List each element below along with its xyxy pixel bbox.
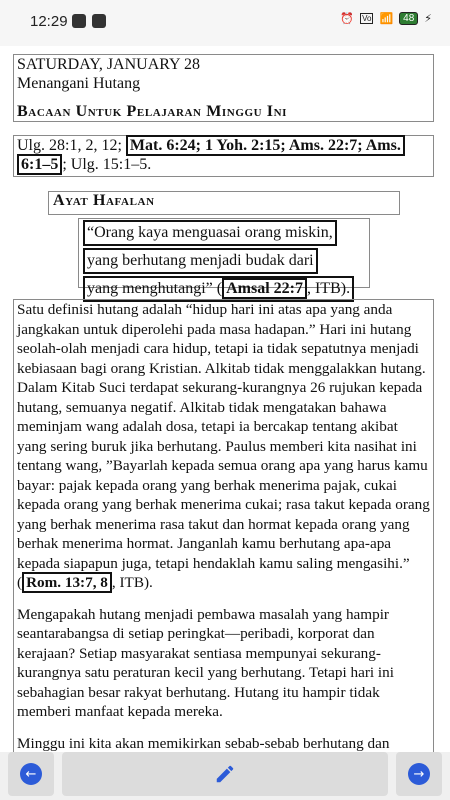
alarm-icon: ⏰ <box>340 13 355 25</box>
next-button[interactable] <box>396 752 442 796</box>
paragraph-text: , ITB). <box>111 574 153 591</box>
verse-text: yang menghutangi” ( <box>87 280 223 297</box>
edit-button[interactable] <box>62 752 388 796</box>
lesson-date: SATURDAY, JANUARY 28 <box>17 56 201 73</box>
reading-heading: Bacaan Untuk Pelajaran Minggu Ini <box>17 103 288 120</box>
scripture-link[interactable]: Amsal 22:7 <box>222 278 307 299</box>
status-icons <box>340 12 432 25</box>
previous-button[interactable] <box>8 752 54 796</box>
battery-level: 48 <box>403 13 415 24</box>
memory-verse <box>78 218 370 297</box>
pencil-icon <box>214 763 236 785</box>
notification-icon <box>92 14 106 28</box>
reference-text: ; Ulg. 15:1–5. <box>62 156 152 173</box>
verse-line: “Orang kaya menguasai orang miskin, <box>83 220 337 246</box>
bottom-toolbar <box>0 752 450 800</box>
arrow-left-icon: ← <box>20 763 42 785</box>
paragraph: Mengapakah hutang menjadi pembawa masalah yang hampir seantarabangsa di setiap peringkat—peribadi, korporat dan kerajaan? Setiap masyarakat sentiasa mempunyai sekurang-kurangnya satu peraturan kecil yang berhutang. Tetapi hari ini sebahagian besar rakyat berhutang. Hutang itu hampir tidak memberi manfaat kepada mereka. <box>17 605 394 720</box>
memory-verse-heading: Ayat Hafalan <box>53 192 155 209</box>
scripture-link[interactable]: 6:1–5 <box>17 154 62 175</box>
paragraph-text: Satu definisi hutang adalah “hidup hari ini atas apa yang anda jangkakan untuk diperolehi pada masa hadapan.” Hari ini hutang seolah-olah menjadi cara hidup, tetapi ia tidak sepatutnya menjadi kebiasaan bagi orang Kristian. Alkitab tidak menggalakkan hutang. Dalam Kitab Suci terdapat sekurang-kurangnya 26 rujukan kepada hutang, semuanya negatif. Alkitab tidak mengatakan bahawa meminjam wang adalah dosa, tetapi ia bercakap tentang akibat yang sering buruk jika berhutang. Paulus memberi kita nasihat ini tentang wang, ”Bayarlah kepada semua orang apa yang harus kamu bayar: pajak kepada orang yang berhak menerima pajak, cukai kepada orang yang berhak menerima cukai; rasa takut kepada orang yang berhak menerima rasa takut dan hormat kepada orang yang berhak menerima hormat. Janganlah kamu berhutang apa-apa kepada siapapun juga, tetapi hendaklah kamu saling mengasihi.” ( <box>17 301 430 591</box>
status-bar <box>0 0 450 46</box>
memory-verse-heading-box <box>48 191 400 215</box>
paragraph <box>17 300 430 593</box>
arrow-right-icon: → <box>408 763 430 785</box>
battery-icon <box>399 12 418 25</box>
lesson-header <box>13 54 434 122</box>
charging-icon: ⚡ <box>424 13 432 25</box>
paragraph: Minggu ini kita akan memikirkan sebab-sebab berhutang dan <box>17 734 390 752</box>
notification-icon <box>72 14 86 28</box>
lesson-title: Menangani Hutang <box>17 75 141 92</box>
volte-icon: Vo <box>362 14 372 23</box>
scripture-link[interactable]: Rom. 13:7, 8 <box>22 572 112 593</box>
lesson-body <box>13 299 434 752</box>
status-time: 12:29 <box>30 13 68 30</box>
reader-content[interactable] <box>0 46 450 752</box>
wifi-icon: 📶 <box>379 13 394 25</box>
reference-text: Ulg. 28:1, 2, 12; <box>17 137 126 154</box>
reading-references <box>13 135 434 177</box>
verse-line: yang berhutang menjadi budak dari <box>83 248 318 274</box>
verse-text: , ITB). <box>306 280 351 297</box>
scripture-link[interactable]: Mat. 6:24; 1 Yoh. 2:15; Ams. 22:7; Ams. <box>126 135 405 156</box>
